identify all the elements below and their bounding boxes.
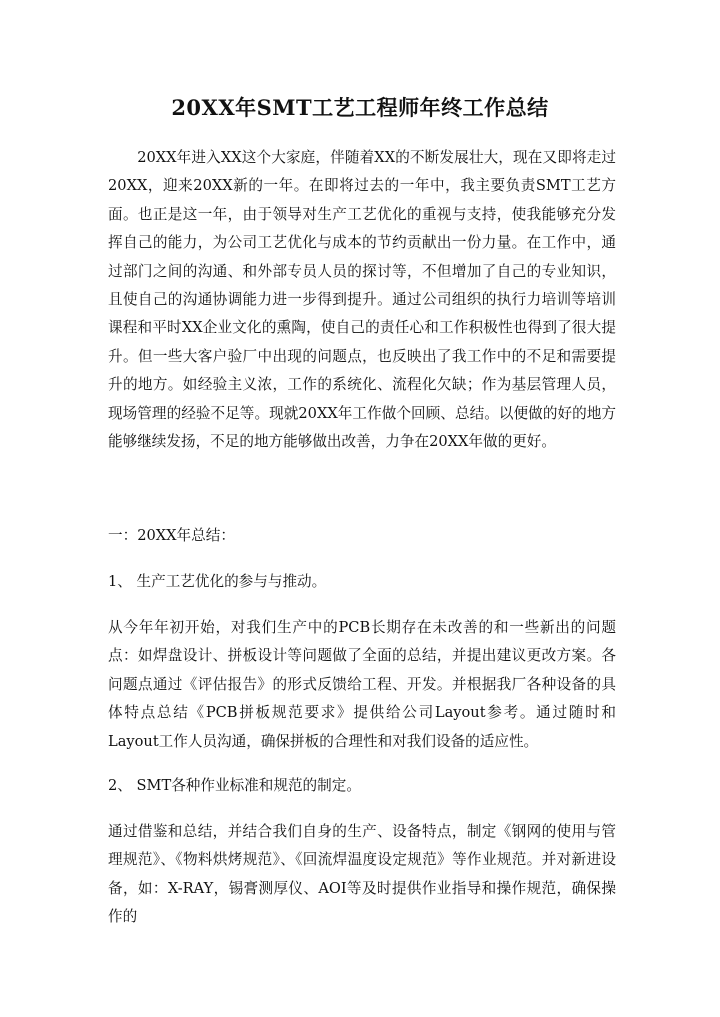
item-1-body-text: 从今年年初开始，对我们生产中的PCB长期存在未改善的和一些新出的问题点：如焊盘设计、拼板设计等问题做了全面的总结，并提出建议更改方案。各问题点通过《评估报告》的形式反馈给工程、开发。并根据我厂各种设备的具体特点总结《PCB拼板规范要求》提供给公司Layout参考。通过随时和Layout工作人员沟通，确保拼板的合理性和对我们设备的适应性。 (108, 619, 616, 750)
item-1-heading-text: 1、 生产工艺优化的参与与推动。 (108, 573, 327, 590)
intro-text: 20XX年进入XX这个大家庭，伴随着XX的不断发展壮大，现在又即将走过20XX，迎来20XX新的一年。在即将过去的一年中，我主要负责SMT工艺方面。也正是这一年，由于领导对生产工艺优化的重视与支持，使我能够充分发挥自己的能力，为公司工艺优化与成本的节约贡献出一份力量。在工作中，通过部门之间的沟通、和外部专员人员的探讨等，不但增加了自己的专业知识，且使自己的沟通协调能力进一步得到提升。通过公司组织的执行力培训等培训课程和平时XX企业文化的熏陶，使自己的责任心和工作积极性也得到了很大提升。但一些大客户验厂中出现的问题点，也反映出了我工作中的不足和需要提升的地方。如经验主义浓，工作的系统化、流程化欠缺；作为基层管理人员，现场管理的经验不足等。现就20XX年工作做个回顾、总结。以便做的好的地方能够继续发扬，不足的地方能够做出改善，力争在20XX年做的更好。 (108, 149, 616, 451)
section-heading (108, 522, 616, 550)
document-title: 20XX年SMT工艺工程师年终工作总结 (171, 95, 549, 120)
section-heading-text: 一：20XX年总结： (108, 527, 235, 544)
item-1-heading (108, 568, 616, 596)
intro-paragraph (108, 144, 616, 456)
item-2-heading-text: 2、 SMT各种作业标准和规范的制定。 (108, 777, 361, 794)
item-2-body-text: 通过借鉴和总结，并结合我们自身的生产、设备特点，制定《钢网的使用与管理规范》、《物料烘烤规范》、《回流焊温度设定规范》等作业规范。并对新进设备，如：X-RAY，锡膏测厚仪、AOI等及时提供作业指导和操作规范，确保操作的 (108, 823, 616, 926)
item-1-body (108, 614, 616, 756)
item-2-heading (108, 772, 616, 800)
item-2-body (108, 818, 616, 932)
